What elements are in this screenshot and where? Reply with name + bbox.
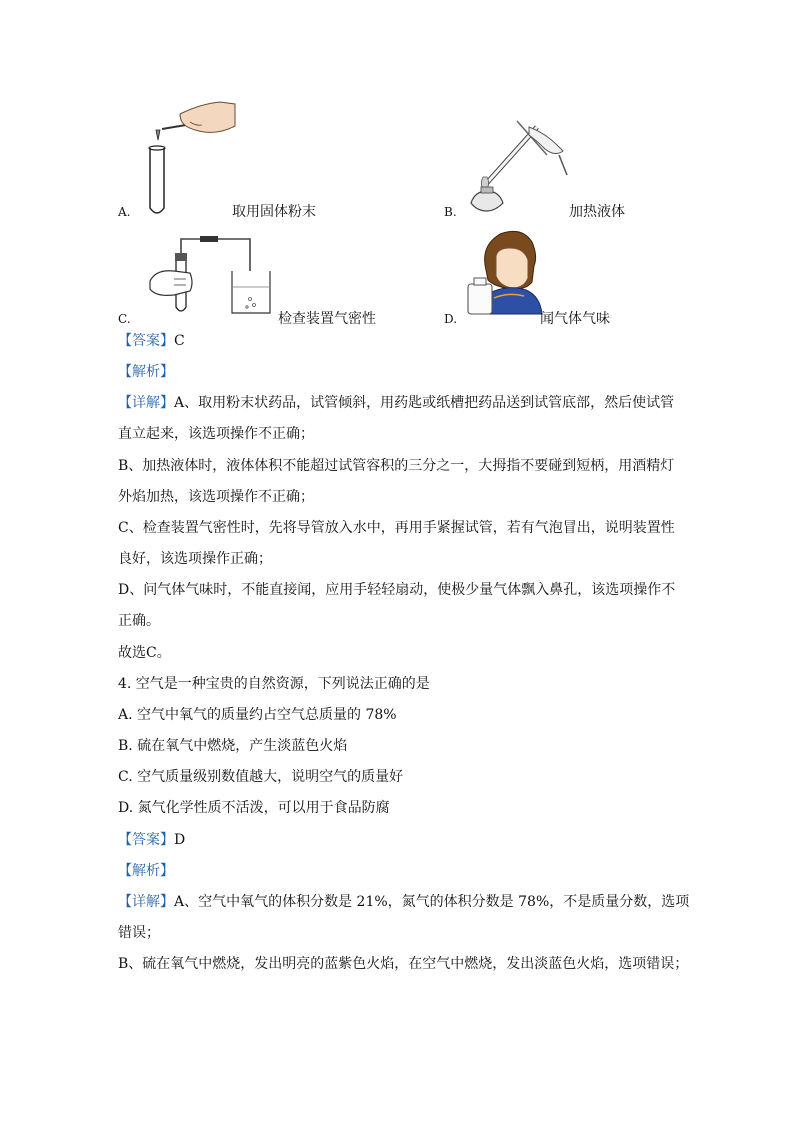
q4-analysis-tag: 【解析】 <box>118 863 174 879</box>
figure-b-heating-liquid <box>467 115 577 215</box>
q4-choice-d: D. 氮气化学性质不活泼，可以用于食品防腐 <box>118 800 390 816</box>
q4-detail-line-1 <box>118 892 689 912</box>
q3-detail-tag: 【详解】 <box>118 395 174 411</box>
figure-d-smelling-gas <box>466 226 546 316</box>
q3-detail-line-1 <box>118 393 674 413</box>
option-c-caption: 检查装置气密性 <box>278 311 376 327</box>
option-a-caption: 取用固体粉末 <box>232 204 316 220</box>
option-d-letter: D. <box>444 312 458 326</box>
q4-answer-tag: 【答案】 <box>118 832 174 848</box>
q3-detail-text-1: A、取用粉末状药品，试管倾斜，用药匙或纸槽把药品送到试管底部，然后使试管 <box>174 395 675 411</box>
q3-answer-tag: 【答案】 <box>118 333 174 349</box>
q4-answer-value: D <box>174 832 186 848</box>
q3-answer-value: C <box>174 333 185 349</box>
figure-c-airtightness-check <box>146 225 286 321</box>
q3-answer <box>118 331 185 351</box>
option-d-caption: 闻气体气味 <box>540 311 610 327</box>
option-b-letter: B. <box>444 205 457 219</box>
option-a-letter: A. <box>118 205 131 219</box>
q4-detail-line-3: B、硫在氧气中燃烧，发出明亮的蓝紫色火焰，在空气中燃烧，发出淡蓝色火焰，选项错误； <box>118 956 689 972</box>
q4-choice-c: C. 空气质量级别数值越大，说明空气的质量好 <box>118 769 404 785</box>
q3-detail-line-3: B、加热液体时，液体体积不能超过试管容积的三分之一，大拇指不要碰到短柄，用酒精灯 <box>118 458 675 474</box>
q3-detail-line-5: C、检查装置气密性时，先将导管放入水中，再用手紧握试管，若有气泡冒出，说明装置性 <box>118 520 675 536</box>
option-b-caption: 加热液体 <box>569 204 625 220</box>
q3-detail-line-2: 直立起来，该选项操作不正确； <box>118 426 314 442</box>
q4-choice-a: A. 空气中氧气的质量约占空气总质量的 78% <box>118 707 397 723</box>
q4-choice-b: B. 硫在氧气中燃烧，产生淡蓝色火焰 <box>118 738 348 754</box>
q3-detail-line-8: 正确。 <box>118 613 160 629</box>
q3-analysis-tag: 【解析】 <box>118 364 174 380</box>
option-c-letter: C. <box>118 312 131 326</box>
q4-stem: 4. 空气是一种宝贵的自然资源，下列说法正确的是 <box>118 676 430 692</box>
q3-detail-line-4: 外焰加热，该选项操作不正确； <box>118 489 314 505</box>
q4-answer <box>118 830 185 850</box>
q3-detail-line-6: 良好，该选项操作正确； <box>118 551 272 567</box>
q4-detail-text-1: A、空气中氧气的体积分数是 21%，氮气的体积分数是 78%，不是质量分数，选项 <box>174 894 690 910</box>
q3-detail-line-7: D、问气体气味时，不能直接闻，应用手轻轻扇动，使极少量气体飘入鼻孔，该选项操作不 <box>118 582 676 598</box>
q3-conclusion: 故选C。 <box>118 645 171 661</box>
figure-a-powder-test-tube <box>140 96 250 216</box>
q4-detail-line-2: 错误； <box>118 925 160 941</box>
q4-detail-tag: 【详解】 <box>118 894 174 910</box>
